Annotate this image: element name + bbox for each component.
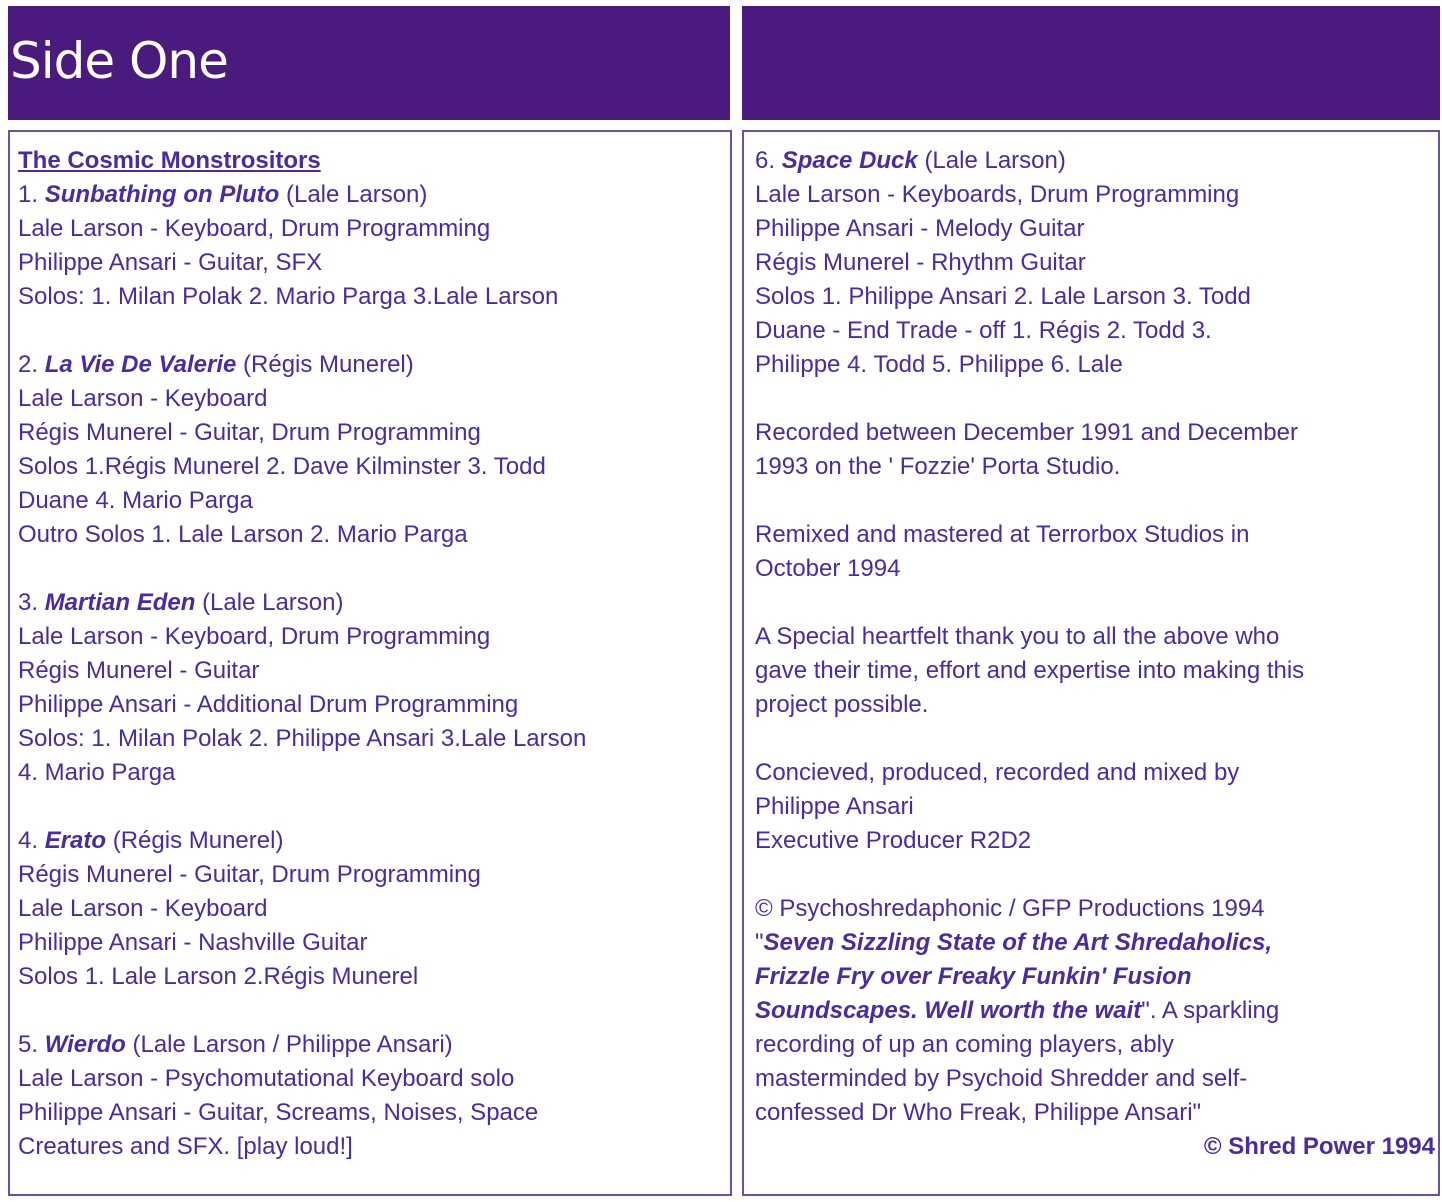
track-3 xyxy=(18,586,718,790)
remix-note xyxy=(755,518,1435,586)
shred-power-copyright: © Shred Power 1994 xyxy=(1203,1133,1435,1160)
track-6 xyxy=(755,144,1435,382)
track-heading: 2. La Vie De Valerie (Régis Munerel) xyxy=(18,351,414,378)
track-title: Martian Eden xyxy=(44,589,196,616)
credit-line: Lale Larson - Keyboards, Drum Programming xyxy=(755,181,1240,208)
credit-line: Creatures and SFX. [play loud!] xyxy=(18,1133,353,1160)
side-header-right xyxy=(742,6,1440,120)
credit-line: Philippe Ansari - Guitar, SFX xyxy=(18,249,323,276)
note-line: Philippe Ansari xyxy=(755,793,914,820)
track-heading: 3. Martian Eden (Lale Larson) xyxy=(18,589,344,616)
track-heading: 5. Wierdo (Lale Larson / Philippe Ansari) xyxy=(18,1031,453,1058)
credit-line: Régis Munerel - Guitar, Drum Programming xyxy=(18,861,481,888)
credit-line: Lale Larson - Keyboard, Drum Programming xyxy=(18,623,491,650)
credit-line: Régis Munerel - Guitar, Drum Programming xyxy=(18,419,481,446)
credit-line: Régis Munerel - Guitar xyxy=(18,657,260,684)
track-heading: 4. Erato (Régis Munerel) xyxy=(18,827,284,854)
quote-line: masterminded by Psychoid Shredder and self- xyxy=(755,1065,1248,1092)
page-title: Side One xyxy=(10,32,228,90)
credit-line: 4. Mario Parga xyxy=(18,759,176,786)
quote-line: Frizzle Fry over Freaky Funkin' Fusion xyxy=(755,963,1192,990)
credit-line: Philippe Ansari - Guitar, Screams, Noises, Space xyxy=(18,1099,539,1126)
track-5 xyxy=(18,1028,718,1164)
note-line: 1993 on the ' Fozzie' Porta Studio. xyxy=(755,453,1121,480)
recording-note xyxy=(755,416,1435,484)
copyright-line: © Psychoshredaphonic / GFP Productions 1994 xyxy=(755,895,1265,922)
credit-line: Lale Larson - Keyboard xyxy=(18,385,268,412)
quote-line: "Seven Sizzling State of the Art Shredaholics, xyxy=(755,929,1273,956)
quote-line: Soundscapes. Well worth the wait". A sparkling xyxy=(755,997,1280,1024)
note-line: gave their time, effort and expertise into making this xyxy=(755,657,1305,684)
credit-line: Philippe Ansari - Additional Drum Programming xyxy=(18,691,519,718)
track-heading: 6. Space Duck (Lale Larson) xyxy=(755,147,1066,174)
quote-line: recording of up an coming players, ably xyxy=(755,1031,1174,1058)
credit-line: Lale Larson - Psychomutational Keyboard solo xyxy=(18,1065,515,1092)
track-title: La Vie De Valerie xyxy=(44,351,237,378)
track-heading: 1. Sunbathing on Pluto (Lale Larson) xyxy=(18,181,428,208)
track-1 xyxy=(18,144,718,314)
band-name: The Cosmic Monstrositors xyxy=(18,147,321,174)
credit-line: Solos 1. Philippe Ansari 2. Lale Larson 3. Todd xyxy=(755,283,1251,310)
note-line: Executive Producer R2D2 xyxy=(755,827,1032,854)
credit-line: Solos: 1. Milan Polak 2. Mario Parga 3.Lale Larson xyxy=(18,283,559,310)
note-line: Recorded between December 1991 and December xyxy=(755,419,1298,446)
credit-line: Philippe Ansari - Melody Guitar xyxy=(755,215,1085,242)
track-title: Erato xyxy=(44,827,107,854)
credit-line: Solos: 1. Milan Polak 2. Philippe Ansari 3.Lale Larson xyxy=(18,725,587,752)
right-column xyxy=(755,144,1435,1164)
side-header-left xyxy=(8,6,730,120)
credit-line: Solos 1.Régis Munerel 2. Dave Kilminster 3. Todd xyxy=(18,453,546,480)
credit-line: Lale Larson - Keyboard, Drum Programming xyxy=(18,215,491,242)
credit-line: Duane 4. Mario Parga xyxy=(18,487,253,514)
track-4 xyxy=(18,824,718,994)
quote-line: confessed Dr Who Freak, Philippe Ansari" xyxy=(755,1099,1202,1126)
review-quote xyxy=(755,892,1435,1164)
note-line: project possible. xyxy=(755,691,929,718)
left-column xyxy=(18,144,718,1198)
credit-line: Lale Larson - Keyboard xyxy=(18,895,268,922)
credit-line: Solos 1. Lale Larson 2.Régis Munerel xyxy=(18,963,419,990)
credit-line: Philippe 4. Todd 5. Philippe 6. Lale xyxy=(755,351,1123,378)
track-title: Sunbathing on Pluto xyxy=(44,181,280,208)
credit-line: Duane - End Trade - off 1. Régis 2. Todd 3. xyxy=(755,317,1212,344)
note-line: October 1994 xyxy=(755,555,901,582)
credit-line: Régis Munerel - Rhythm Guitar xyxy=(755,249,1086,276)
note-line: A Special heartfelt thank you to all the above who xyxy=(755,623,1280,650)
thanks-note xyxy=(755,620,1435,722)
track-title: Wierdo xyxy=(44,1031,126,1058)
credit-line: Philippe Ansari - Nashville Guitar xyxy=(18,929,368,956)
credit-line: Outro Solos 1. Lale Larson 2. Mario Parga xyxy=(18,521,468,548)
production-credits xyxy=(755,756,1435,858)
note-line: Remixed and mastered at Terrorbox Studios in xyxy=(755,521,1250,548)
track-title: Space Duck xyxy=(781,147,918,174)
note-line: Concieved, produced, recorded and mixed by xyxy=(755,759,1240,786)
track-2 xyxy=(18,348,718,552)
